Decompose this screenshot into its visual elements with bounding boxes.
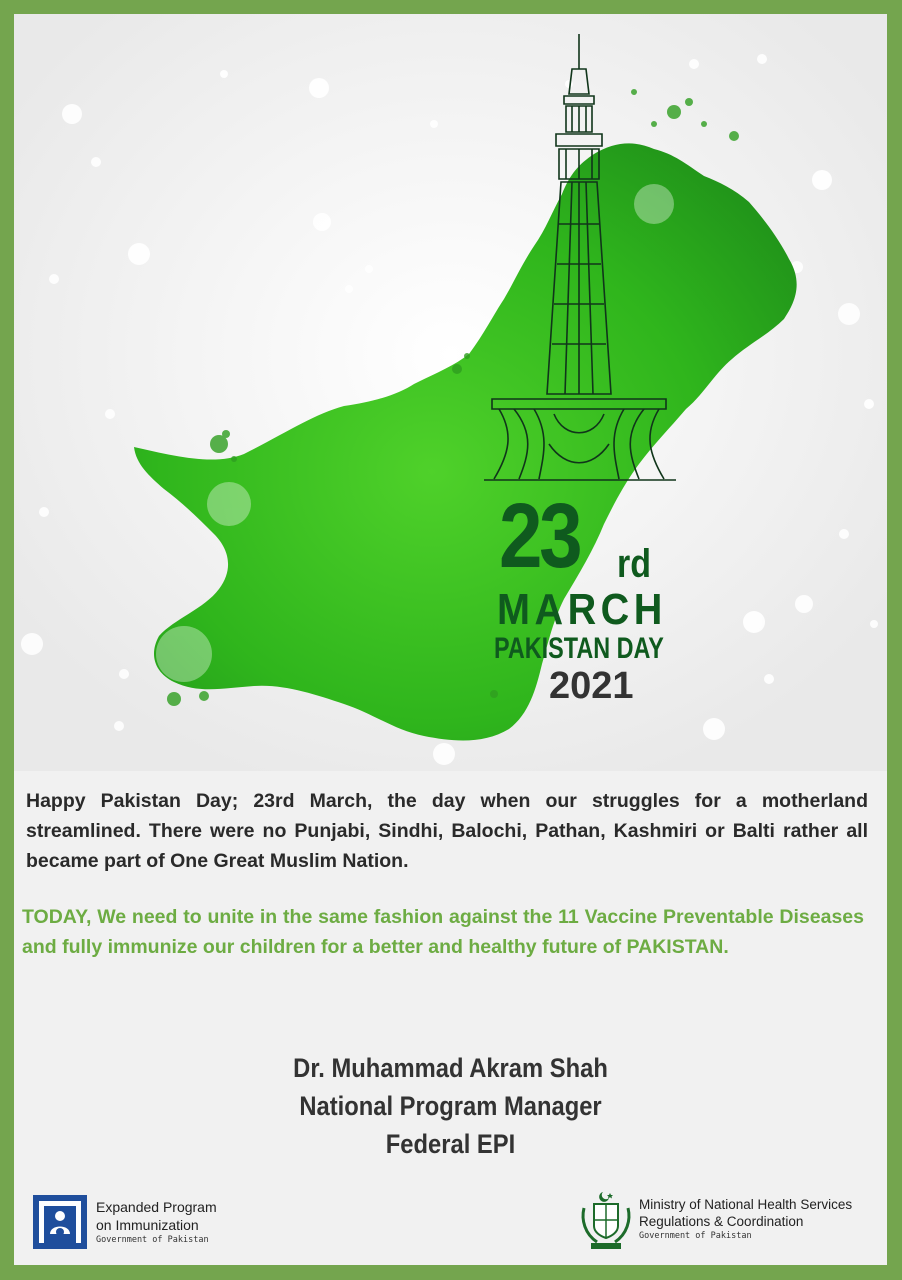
- epi-government-label: Government of Pakistan: [96, 1235, 209, 1245]
- signatory-name: Dr. Muhammad Akram Shah: [293, 1053, 608, 1083]
- ministry-name-line2: Regulations & Coordination: [639, 1214, 804, 1229]
- signatory-title: National Program Manager: [299, 1091, 602, 1121]
- hero-illustration: [14, 14, 887, 771]
- pakistan-map-illustration: [14, 14, 887, 771]
- signatory-department: Federal EPI: [385, 1129, 516, 1159]
- epi-name-line1: Expanded Program: [96, 1199, 217, 1215]
- headline-event: PAKISTAN DAY: [494, 632, 664, 665]
- call-to-action-paragraph: TODAY, We need to unite in the same fashion against the 11 Vaccine Preventable Diseases and fully immunize our children for a better and healthy future of PAKISTAN.: [22, 906, 864, 958]
- ministry-logo: [579, 1188, 879, 1252]
- headline-suffix: rd: [617, 542, 651, 586]
- state-emblem-icon: [579, 1188, 633, 1252]
- headline-month: MARCH: [497, 585, 667, 634]
- message-paragraph: Happy Pakistan Day; 23rd March, the day when our struggles for a motherland streamlined. There were no Punjabi, Sindhi, Balochi, Pathan, Kashmiri or Balti rather all became part of One Great Muslim Nation.: [26, 790, 868, 872]
- epi-name-line2: on Immunization: [96, 1217, 199, 1233]
- ministry-name-line1: Ministry of National Health Services: [639, 1197, 853, 1212]
- headline-number: 23: [499, 485, 580, 587]
- signature-block: [14, 1049, 887, 1163]
- epi-logo: [32, 1194, 262, 1252]
- poster-canvas: [14, 14, 887, 1265]
- epi-logo-icon: [32, 1194, 88, 1250]
- ministry-government-label: Government of Pakistan: [639, 1231, 752, 1241]
- headline-year: 2021: [549, 665, 634, 707]
